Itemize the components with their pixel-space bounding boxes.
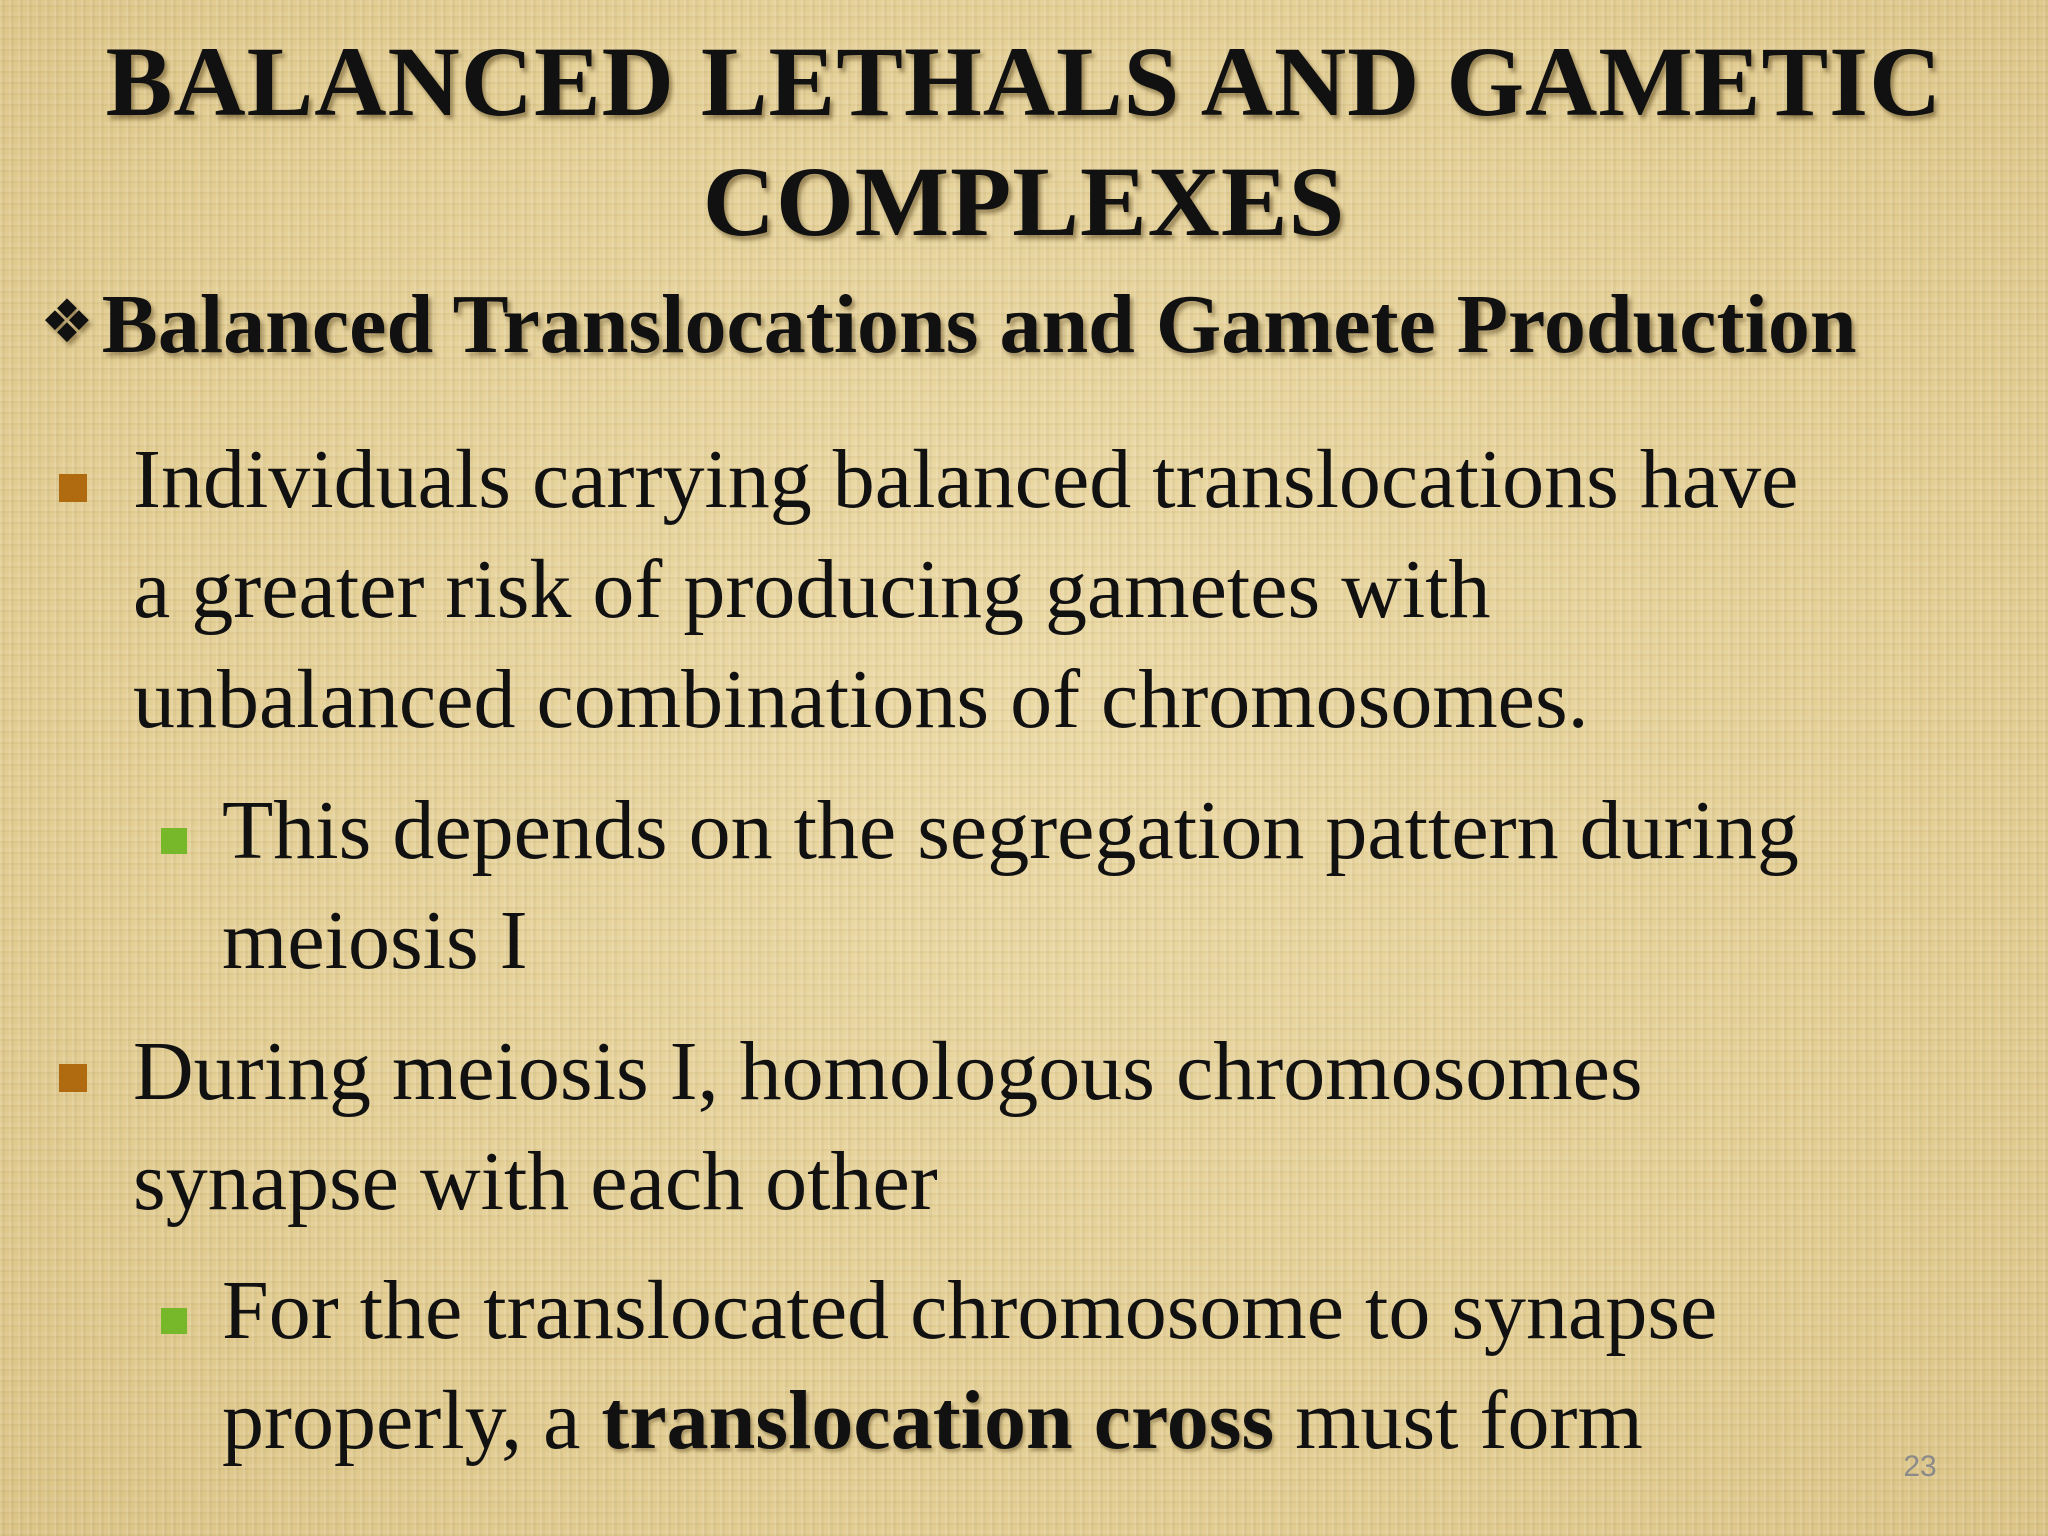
slide-title-line-2: COMPLEXES: [702, 146, 1346, 257]
square-bullet-icon: [59, 1064, 87, 1092]
bullet-text: must form: [1274, 1374, 1643, 1467]
bullet-line: This depends on the segregation pattern during: [222, 784, 1799, 877]
bullet-line: Individuals carrying balanced translocations have: [133, 433, 1799, 526]
bullet-item: [133, 1017, 1643, 1237]
bullet-line: During meiosis I, homologous chromosomes: [133, 1025, 1643, 1118]
sub-bullet-item: [222, 776, 1799, 996]
square-bullet-icon: [161, 1308, 187, 1334]
slide-title: [0, 22, 2048, 262]
bullet-line: synapse with each other: [133, 1135, 938, 1228]
bold-term: translocation cross: [601, 1374, 1275, 1467]
bullet-line: For the translocated chromosome to synapse: [222, 1264, 1718, 1357]
bullet-line: unbalanced combinations of chromosomes.: [133, 653, 1589, 746]
slide-title-line-1: BALANCED LETHALS AND GAMETIC: [105, 26, 1943, 137]
square-bullet-icon: [59, 474, 87, 502]
page-number: 23: [1903, 1450, 1937, 1483]
slide-subtitle-text: Balanced Translocations and Gamete Production: [101, 278, 1857, 371]
bullet-text: properly, a: [222, 1374, 602, 1467]
bullet-line: a greater risk of producing gametes with: [133, 543, 1491, 636]
square-bullet-icon: [161, 828, 187, 854]
bullet-line: meiosis I: [222, 894, 528, 987]
slide-subtitle: [40, 272, 2040, 375]
sub-bullet-item: [222, 1256, 1717, 1476]
bullet-line: [222, 1366, 1717, 1476]
bullet-item: [133, 425, 1798, 755]
four-diamond-icon: ❖: [40, 287, 94, 357]
